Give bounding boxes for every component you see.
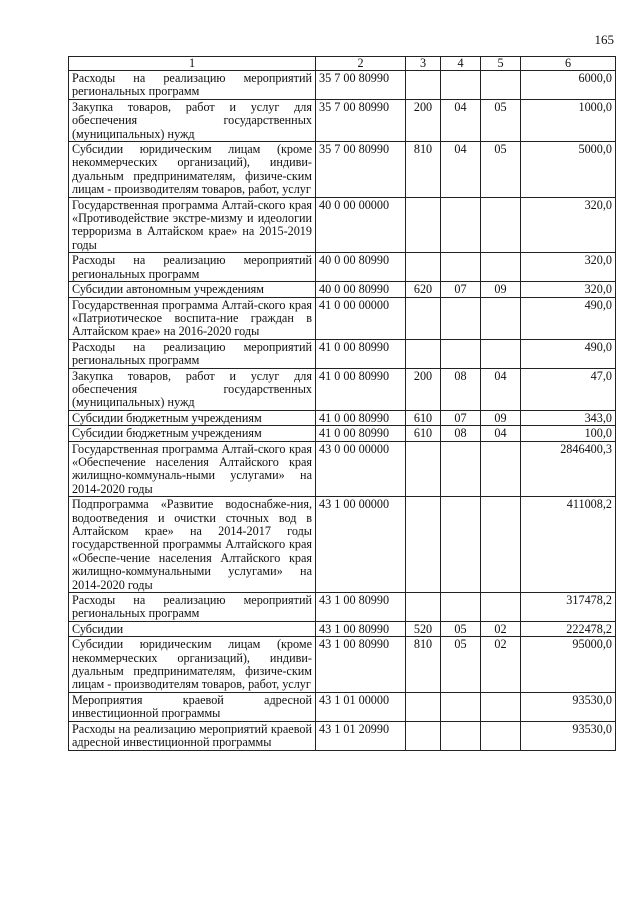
subsection-cell: 02 [481,621,521,636]
table-row [69,71,616,100]
item-name-cell: Субсидии автономным учреждениям [69,282,316,297]
expense-type-cell: 620 [406,282,441,297]
target-code-cell: 43 1 00 00000 [316,497,406,593]
section-cell [441,692,481,721]
section-cell [441,253,481,282]
expense-type-cell: 200 [406,99,441,141]
section-cell: 05 [441,637,481,693]
amount-cell: 317478,2 [521,593,616,622]
expense-type-cell: 610 [406,410,441,425]
item-name-cell: Субсидии бюджетным учреждениям [69,426,316,441]
item-name-cell: Расходы на реализацию мероприятий региональных программ [69,339,316,368]
target-code-cell: 41 0 00 80990 [316,368,406,410]
amount-cell: 95000,0 [521,637,616,693]
page-number: 165 [594,32,614,47]
item-name-cell: Расходы на реализацию мероприятий краевой адресной инвестиционной программы [69,721,316,750]
expense-type-cell [406,339,441,368]
subsection-cell: 05 [481,99,521,141]
subsection-cell: 09 [481,282,521,297]
target-code-cell: 41 0 00 80990 [316,410,406,425]
expense-type-cell [406,197,441,253]
amount-cell: 93530,0 [521,692,616,721]
target-code-cell: 41 0 00 80990 [316,426,406,441]
table-row [69,99,616,141]
amount-cell: 100,0 [521,426,616,441]
target-code-cell: 43 1 01 00000 [316,692,406,721]
header-cell-6: 6 [521,57,616,71]
expense-type-cell [406,497,441,593]
header-cell-5: 5 [481,57,521,71]
item-name-cell: Государственная программа Алтай-ского края «Противодействие экстре-мизму и идеологии терроризма в Алтайском крае» на 2015-2019 годы [69,197,316,253]
budget-table [68,56,616,751]
section-cell [441,197,481,253]
target-code-cell: 35 7 00 80990 [316,71,406,100]
expense-type-cell: 200 [406,368,441,410]
target-code-cell: 41 0 00 00000 [316,297,406,339]
target-code-cell: 40 0 00 80990 [316,282,406,297]
expense-type-cell [406,253,441,282]
amount-cell: 222478,2 [521,621,616,636]
section-cell [441,71,481,100]
target-code-cell: 35 7 00 80990 [316,99,406,141]
subsection-cell: 04 [481,426,521,441]
target-code-cell: 41 0 00 80990 [316,339,406,368]
amount-cell: 320,0 [521,282,616,297]
subsection-cell [481,593,521,622]
item-name-cell: Расходы на реализацию мероприятий региональных программ [69,253,316,282]
header-cell-1: 1 [69,57,316,71]
expense-type-cell [406,297,441,339]
amount-cell: 5000,0 [521,142,616,198]
subsection-cell: 02 [481,637,521,693]
item-name-cell: Мероприятия краевой адресной инвестиционной программы [69,692,316,721]
target-code-cell: 35 7 00 80990 [316,142,406,198]
item-name-cell: Расходы на реализацию мероприятий региональных программ [69,71,316,100]
target-code-cell: 43 0 00 00000 [316,441,406,497]
expense-type-cell: 810 [406,637,441,693]
subsection-cell [481,497,521,593]
table-header-row [69,57,616,71]
amount-cell: 490,0 [521,339,616,368]
table-row [69,339,616,368]
amount-cell: 1000,0 [521,99,616,141]
expense-type-cell [406,692,441,721]
expense-type-cell [406,71,441,100]
item-name-cell: Государственная программа Алтай-ского края «Патриотическое воспита-ние граждан в Алтайском крае» на 2016-2020 годы [69,297,316,339]
expense-type-cell [406,593,441,622]
header-cell-2: 2 [316,57,406,71]
item-name-cell: Подпрограмма «Развитие водоснабже-ния, водоотведения и очистки сточных вод в Алтайском крае» на 2014-2017 годы государственной программы Алтайского края «Обеспе-чение населения Алтайского края жилищно-коммунальными услугами» на 2014-2020 годы [69,497,316,593]
expense-type-cell [406,441,441,497]
table-row [69,721,616,750]
amount-cell: 490,0 [521,297,616,339]
table-row [69,368,616,410]
amount-cell: 411008,2 [521,497,616,593]
item-name-cell: Закупка товаров, работ и услуг для обеспечения государственных (муниципальных) нужд [69,99,316,141]
table-row [69,142,616,198]
section-cell [441,497,481,593]
table-row [69,637,616,693]
table-row [69,410,616,425]
target-code-cell: 43 1 01 20990 [316,721,406,750]
target-code-cell: 43 1 00 80990 [316,621,406,636]
table-row [69,593,616,622]
expense-type-cell [406,721,441,750]
amount-cell: 320,0 [521,197,616,253]
subsection-cell [481,339,521,368]
section-cell: 04 [441,99,481,141]
amount-cell: 2846400,3 [521,441,616,497]
expense-type-cell: 610 [406,426,441,441]
target-code-cell: 40 0 00 00000 [316,197,406,253]
section-cell: 08 [441,368,481,410]
table-row [69,497,616,593]
expense-type-cell: 810 [406,142,441,198]
section-cell: 08 [441,426,481,441]
subsection-cell [481,297,521,339]
section-cell: 05 [441,621,481,636]
subsection-cell: 04 [481,368,521,410]
item-name-cell: Субсидии юридическим лицам (кроме некоммерческих организаций), индиви-дуальным предпринимателям, физиче-ским лицам - производителям товаров, работ, услуг [69,142,316,198]
amount-cell: 47,0 [521,368,616,410]
section-cell [441,339,481,368]
table-row [69,621,616,636]
item-name-cell: Расходы на реализацию мероприятий региональных программ [69,593,316,622]
budget-table-body [69,57,616,751]
item-name-cell: Субсидии бюджетным учреждениям [69,410,316,425]
amount-cell: 343,0 [521,410,616,425]
subsection-cell [481,197,521,253]
table-row [69,441,616,497]
subsection-cell: 05 [481,142,521,198]
section-cell [441,297,481,339]
item-name-cell: Закупка товаров, работ и услуг для обеспечения государственных (муниципальных) нужд [69,368,316,410]
section-cell [441,721,481,750]
item-name-cell: Субсидии юридическим лицам (кроме некоммерческих организаций), индиви-дуальным предпринимателям, физиче-ским лицам - производителям товаров, работ, услуг [69,637,316,693]
amount-cell: 320,0 [521,253,616,282]
table-row [69,426,616,441]
section-cell: 07 [441,282,481,297]
amount-cell: 93530,0 [521,721,616,750]
section-cell: 04 [441,142,481,198]
subsection-cell [481,441,521,497]
header-cell-4: 4 [441,57,481,71]
table-row [69,297,616,339]
section-cell: 07 [441,410,481,425]
target-code-cell: 40 0 00 80990 [316,253,406,282]
section-cell [441,441,481,497]
table-row [69,282,616,297]
target-code-cell: 43 1 00 80990 [316,593,406,622]
subsection-cell [481,253,521,282]
table-row [69,253,616,282]
expense-type-cell: 520 [406,621,441,636]
subsection-cell: 09 [481,410,521,425]
item-name-cell: Государственная программа Алтай-ского края «Обеспечение населения Алтайского края жилищно-коммуналь-ными услугами» на 2014-2020 годы [69,441,316,497]
target-code-cell: 43 1 00 80990 [316,637,406,693]
item-name-cell: Субсидии [69,621,316,636]
table-row [69,197,616,253]
section-cell [441,593,481,622]
header-cell-3: 3 [406,57,441,71]
subsection-cell [481,721,521,750]
subsection-cell [481,71,521,100]
subsection-cell [481,692,521,721]
table-row [69,692,616,721]
amount-cell: 6000,0 [521,71,616,100]
